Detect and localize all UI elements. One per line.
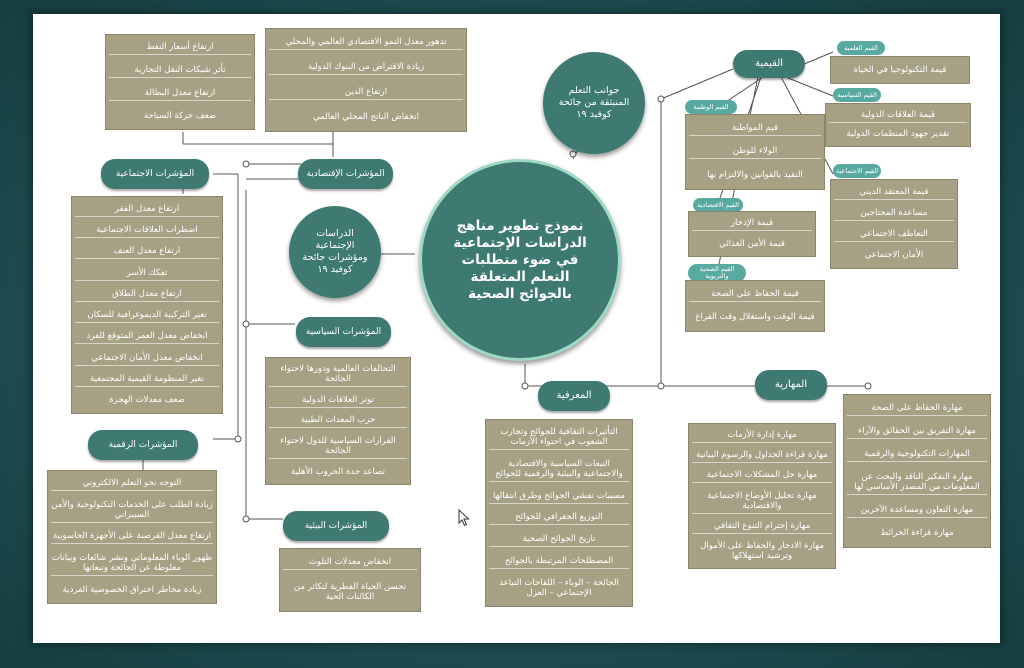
digital-item: زيادة مخاطر اختراق الخصوصية الفردية: [62, 585, 202, 596]
environmental-box: [279, 548, 421, 612]
skills-box-left: [688, 423, 836, 569]
economic-item: ارتفاع الدين: [269, 86, 463, 100]
skills-item: مهارة الادخار والحفاظ على الأموال وترشيد استهلاكها: [700, 540, 824, 561]
economic-values-box: [688, 211, 816, 257]
economic-item: ارتفاع أسعار النفط: [109, 41, 251, 55]
cognitive-item: مسببات تفشي الجوائح وطرق انتقالها: [489, 490, 629, 504]
skills-item: مهارة قراءة الجداول والرسوم البيانية: [692, 449, 832, 463]
health-values-box: [685, 280, 825, 332]
skills-box-right: [843, 394, 991, 548]
social-item: ارتفاع معدل العنف: [75, 245, 219, 259]
model-center-node: نموذج تطوير مناهج الدراسات الإجتماعية في ضوء متطلبات التعلم المتعلقة بالجوائح الصحية: [419, 159, 621, 361]
learning-aspects-node: جوانب التعلم المنبثقة من جائحة كوفيد ١٩: [543, 52, 645, 154]
values-item: قيمة التكنولوجيا في الحياة: [853, 64, 947, 75]
cognitive-item: التوزيع الجغرافي للجوائح: [489, 511, 629, 525]
digital-item: ارتفاع معدل القرصنة على الأجهزة الحاسوبية: [51, 530, 213, 544]
digital-item: ظهور الوباء المعلوماتي ونشر شائعات وبيانات مغلوطة عن الجائحة وتبعاتها: [51, 552, 213, 576]
political-item: حرب المعدات الطبية: [269, 414, 407, 428]
economic-item: ضعف حركة السياحة: [143, 110, 217, 121]
political-box: [265, 357, 411, 485]
social-item: ارتفاع معدل الطلاق: [75, 288, 219, 302]
cognitive-item: الجائحة – الوباء – اللقاحات التباعد الإجتماعي – العزل: [499, 577, 619, 598]
skills-item: مهارة الحفاظ على الصحة: [847, 402, 987, 416]
values-item: تقدير جهود المنظمات الدولية: [846, 129, 950, 140]
social-item: ارتفاع معدل الفقر: [75, 203, 219, 217]
economic-box-right: [265, 28, 467, 132]
cognitive-node: المعرفية: [538, 381, 610, 411]
social-item: تغير التركيبة الديموغرافية للسكان: [75, 309, 219, 323]
digital-box: [47, 470, 217, 604]
values-item: قيم المواطنة: [689, 122, 821, 136]
cognitive-item: التأثيرات الثقافية للجوائح وتجارب الشعوب في احتواء الأزمات: [489, 426, 629, 450]
social-item: ضعف معدلات الهجرة: [109, 395, 185, 406]
skills-item: مهارة إدارة الأزمات: [692, 429, 832, 443]
skills-item: المهارات التكنولوجية والرقمية: [847, 448, 987, 462]
values-item: قيمة المعتقد الديني: [834, 186, 954, 200]
economic-indicators-node: المؤشرات الإقتصادية: [298, 159, 393, 189]
digital-indicators-node: المؤشرات الرقمية: [88, 430, 198, 460]
political-item: القرارات السياسية للدول لاحتواء الجائحة: [269, 435, 407, 459]
social-item: تفكك الأسر: [75, 267, 219, 281]
economic-item: زيادة الاقتراض من البنوك الدولية: [269, 61, 463, 75]
values-node: القيمية: [733, 50, 805, 78]
social-box: [71, 196, 223, 414]
social-indicators-node: المؤشرات الاجتماعية: [101, 159, 209, 189]
skills-item: مهارة التفكير الناقد والبحث عن المعلومات من المصدر الأساسي لها: [847, 471, 987, 495]
economic-item: انخفاض الناتج المحلي العالمي: [312, 111, 420, 122]
skills-item: مهارة تحليل الأوضاع الاجتماعية والاقتصادية: [692, 490, 832, 514]
scientific-values-box: [830, 56, 970, 84]
political-values-tag: القيم السياسية: [833, 88, 881, 102]
cognitive-item: المصطلحات المرتبطة بالجوائح: [489, 555, 629, 569]
economic-box-left: [105, 34, 255, 130]
economic-item: ارتفاع معدل البطالة: [109, 87, 251, 101]
values-item: التقيد بالقوانين والالتزام بها: [707, 170, 803, 181]
cognitive-item: تاريخ الجوائح الصحية: [489, 533, 629, 547]
economic-item: تأثر شبكات النقل التجارية: [109, 64, 251, 78]
social-item: تغير المنظومة القيمية المجتمعية: [75, 373, 219, 387]
economic-item: تدهور معدل النمو الاقتصادي العالمي والمحلي: [269, 36, 463, 50]
values-item: قيمة الحفاظ على الصحة: [689, 288, 821, 302]
skills-item: مهارة التفريق بين الحقائق والآراء: [847, 425, 987, 439]
cognitive-box: [485, 419, 633, 607]
health-values-tag: القيم الصحية والتربوية: [688, 264, 746, 282]
economic-values-tag: القيم الاقتصادية: [693, 198, 743, 212]
political-values-box: [825, 103, 971, 147]
political-indicators-node: المؤشرات السياسية: [296, 317, 391, 347]
digital-item: التوجه نحو التعلم الالكتروني: [51, 477, 213, 491]
skills-item: مهارة إحترام التنوع الثقافي: [692, 520, 832, 534]
cognitive-item: التبعات السياسية والاقتصادية والاجتماعية والبيئية والرقمية للجوائح: [489, 458, 629, 482]
social-item: انخفاض معدل العمر المتوقع للفرد: [75, 330, 219, 344]
values-item: قيمة الوقت واستغلال وقت الفراغ: [695, 312, 815, 323]
skills-item: مهارة حل المشكلات الاجتماعية: [692, 469, 832, 483]
diagram-canvas: [33, 14, 1000, 643]
political-item: تصاعد حدة الحروب الأهلية: [290, 466, 386, 477]
social-values-box: [830, 179, 958, 269]
social-item: اضطراب العلاقات الاجتماعية: [75, 224, 219, 238]
national-values-tag: القيم الوطنية: [685, 100, 737, 114]
values-item: الولاء للوطن: [689, 145, 821, 159]
environmental-item: تحسن الحياة الفطرية لتكاثر من الكائنات الحية: [293, 581, 407, 602]
skills-node: المهارية: [755, 370, 827, 400]
values-item: قيمة العلاقات الدولية: [829, 109, 967, 123]
political-item: توتر العلاقات الدولية: [269, 394, 407, 408]
values-item: قيمة الأمن الغذائي: [719, 238, 785, 249]
social-values-tag: القيم الاجتماعية: [833, 164, 881, 178]
environmental-indicators-node: المؤشرات البيئية: [283, 511, 389, 541]
skills-item: مهارة التعاون ومساعدة الآخرين: [847, 504, 987, 518]
values-item: الأمان الاجتماعي: [864, 250, 924, 261]
values-item: التعاطف الاجتماعي: [834, 228, 954, 242]
scientific-values-tag: القيم العلمية: [837, 41, 885, 55]
values-item: قيمة الإدخار: [692, 217, 812, 231]
skills-item: مهارة قراءة الخرائط: [880, 528, 954, 539]
values-item: مساعدة المحتاجين: [834, 207, 954, 221]
mouse-cursor-icon: [458, 509, 470, 527]
national-values-box: [685, 114, 825, 190]
environmental-item: انخفاض معدلات التلوث: [283, 556, 417, 570]
hub-node: الدراسات الإجتماعية ومؤشرات جائحة كوفيد ١٩: [289, 206, 381, 298]
social-item: انخفاض معدل الأمان الاجتماعي: [75, 352, 219, 366]
digital-item: زيادة الطلب على الخدمات التكنولوجية والأمن السيبراني: [51, 499, 213, 523]
political-item: التحالفات العالمية ودورها لاحتواء الجائحة: [269, 363, 407, 387]
